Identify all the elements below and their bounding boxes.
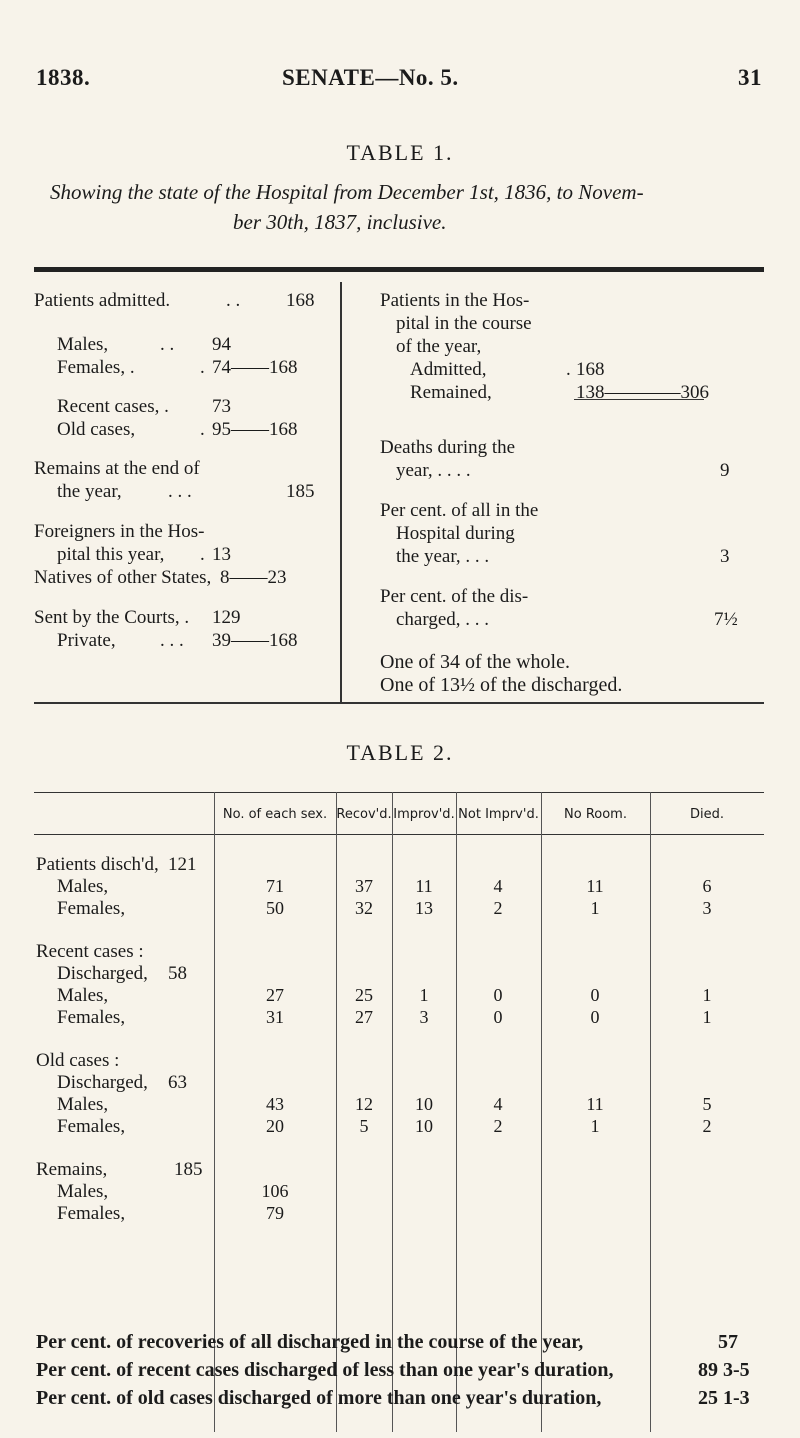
left-row-value: 39——168 <box>212 630 298 651</box>
table-cell: 5 <box>359 1116 369 1136</box>
table-cell: 2 <box>493 898 503 918</box>
right-row-text: the year, . . . <box>396 546 490 567</box>
table1-bottom-rule <box>34 702 764 704</box>
right-row-text: One of 13½ of the discharged. <box>380 674 623 696</box>
row-label: Females, <box>57 1116 126 1137</box>
left-row-dots: . <box>200 544 205 565</box>
column-header: Improv'd. <box>393 807 455 822</box>
table-cell: 4 <box>493 876 503 896</box>
table1-divider <box>340 282 342 702</box>
row-count: 121 <box>168 854 197 875</box>
table-cell: 1 <box>702 1007 712 1027</box>
row-label: Females, <box>57 898 126 919</box>
row-label: Males, <box>57 1094 109 1115</box>
table-cell: 2 <box>702 1116 712 1136</box>
table2-top-rule <box>34 792 764 793</box>
row-label: Males, <box>57 876 109 897</box>
table-cell: 50 <box>266 898 284 918</box>
row-label: Males, <box>57 985 109 1006</box>
left-row-value: 73 <box>212 396 231 417</box>
table-cell: 32 <box>355 898 373 918</box>
table-cell: 27 <box>266 985 284 1005</box>
left-row-value: 95——168 <box>212 419 298 440</box>
column-header: Recov'd. <box>336 807 392 822</box>
table-cell: 1 <box>702 985 712 1005</box>
left-row-dots: . <box>200 357 205 378</box>
right-row-text: charged, . . . <box>396 609 490 630</box>
row-label: Patients disch'd, <box>36 854 159 875</box>
right-row-value: 7½ <box>714 609 738 630</box>
right-row-text: Deaths during the <box>380 437 516 458</box>
left-row-label: Natives of other States, <box>34 567 212 588</box>
table-cell: 1 <box>590 898 600 918</box>
table-cell: 13 <box>415 898 433 918</box>
right-row-value: 3 <box>720 546 730 567</box>
table-cell: 0 <box>493 985 503 1005</box>
table-cell: 27 <box>355 1007 373 1027</box>
table-cell: 20 <box>266 1116 284 1136</box>
table1-subtitle-line2: ber 30th, 1837, inclusive. <box>233 210 447 234</box>
right-row-text: One of 34 of the whole. <box>380 651 570 673</box>
table-cell: 25 <box>355 985 373 1005</box>
table2-header-rule <box>34 834 764 835</box>
table-cell: 1 <box>419 985 429 1005</box>
left-row-label: Remains at the end of <box>34 458 200 479</box>
header-title: SENATE—No. 5. <box>282 65 459 90</box>
left-row-dots: . <box>200 419 205 440</box>
table-cell: 10 <box>415 1094 433 1114</box>
row-label: Females, <box>57 1203 126 1224</box>
table-cell: 79 <box>266 1203 284 1223</box>
table-cell: 0 <box>493 1007 503 1027</box>
footer-value: 89 3-5 <box>698 1359 750 1381</box>
left-row-value: 94 <box>212 334 231 355</box>
table-cell: 43 <box>266 1094 284 1114</box>
footer-value: 25 1-3 <box>698 1387 750 1409</box>
left-row-label: Sent by the Courts, . <box>34 607 190 628</box>
left-row-label: Females, . <box>57 357 135 378</box>
col-divider <box>650 792 651 1432</box>
left-row-value: 168 <box>286 290 315 311</box>
row-label: Remains, <box>36 1159 108 1180</box>
table-cell: 11 <box>586 876 604 896</box>
right-row-text: Patients in the Hos- <box>380 290 530 311</box>
table-cell: 5 <box>702 1094 712 1114</box>
left-row-value: 74——168 <box>212 357 298 378</box>
table-cell: 1 <box>590 1116 600 1136</box>
footer-line: Per cent. of old cases discharged of more than one year's duration, <box>36 1387 602 1409</box>
table-cell: 11 <box>415 876 433 896</box>
row-label: Old cases : <box>36 1050 120 1071</box>
table-cell: 71 <box>266 876 284 896</box>
left-row-label: Patients admitted. <box>34 290 171 311</box>
table-cell: 106 <box>261 1181 289 1201</box>
right-row-text: of the year, <box>396 336 482 357</box>
column-header: Not Imprv'd. <box>458 807 539 822</box>
left-row-label: Old cases, <box>57 419 136 440</box>
left-row-label: Foreigners in the Hos- <box>34 521 205 542</box>
header-year: 1838. <box>36 65 91 90</box>
column-header: No. of each sex. <box>222 807 328 822</box>
table-cell: 12 <box>355 1094 373 1114</box>
footer-line: Per cent. of recent cases discharged of less than one year's duration, <box>36 1359 614 1381</box>
left-row-label: the year, <box>57 481 122 502</box>
right-row-text: Hospital during <box>396 523 515 544</box>
table-cell: 0 <box>590 1007 600 1027</box>
table1-top-rule <box>34 267 764 272</box>
right-row-text: pital in the course <box>396 313 532 334</box>
row-count: 185 <box>174 1159 203 1180</box>
left-row-label: Males, <box>57 334 109 355</box>
right-row-text: Admitted, <box>410 359 487 380</box>
left-row-dots: . . <box>160 334 175 355</box>
table-cell: 10 <box>415 1116 433 1136</box>
left-row-label: pital this year, <box>57 544 165 565</box>
table-cell: 11 <box>586 1094 604 1114</box>
left-row-value: 185 <box>286 481 315 502</box>
table-cell: 3 <box>702 898 712 918</box>
left-row-label: Recent cases, . <box>57 396 169 417</box>
right-row-text: Per cent. of the dis- <box>380 586 529 607</box>
row-count: 58 <box>168 963 187 984</box>
table2-title: TABLE 2. <box>346 740 454 765</box>
footer-line: Per cent. of recoveries of all discharged in the course of the year, <box>36 1331 584 1353</box>
right-row-text: year, . . . . <box>396 460 471 481</box>
right-row-text: Remained, <box>410 382 492 403</box>
right-row-value: 138————306 <box>576 382 709 403</box>
right-row-text: Per cent. of all in the <box>380 500 539 521</box>
left-row-label: Private, <box>57 630 116 651</box>
table-cell: 31 <box>266 1007 284 1027</box>
table-cell: 3 <box>419 1007 429 1027</box>
left-row-dots: . . <box>226 290 241 311</box>
table-cell: 37 <box>355 876 373 896</box>
right-row-value: 9 <box>720 460 730 481</box>
row-label: Discharged, <box>57 1072 148 1093</box>
right-row-value: 168 <box>576 359 605 380</box>
column-header: Died. <box>689 807 724 822</box>
row-label: Discharged, <box>57 963 148 984</box>
table1-subtitle-line1: Showing the state of the Hospital from December 1st, 1836, to Novem- <box>50 180 644 204</box>
row-label: Recent cases : <box>36 941 144 962</box>
left-row-value: 129 <box>212 607 241 628</box>
row-label: Males, <box>57 1181 109 1202</box>
table1-title: TABLE 1. <box>346 140 454 165</box>
header-page-number: 31 <box>738 65 762 90</box>
row-count: 63 <box>168 1072 187 1093</box>
left-row-dots: . . . <box>160 630 184 651</box>
table-cell: 0 <box>590 985 600 1005</box>
table-cell: 6 <box>702 876 712 896</box>
left-row-value: 8——23 <box>220 567 287 588</box>
footer-value: 57 <box>718 1331 738 1353</box>
column-header: No Room. <box>564 807 627 822</box>
left-row-value: 13 <box>212 544 231 565</box>
right-row-dots: . <box>566 359 571 380</box>
table-cell: 2 <box>493 1116 503 1136</box>
left-row-dots: . . . <box>168 481 192 502</box>
row-label: Females, <box>57 1007 126 1028</box>
table-cell: 4 <box>493 1094 503 1114</box>
